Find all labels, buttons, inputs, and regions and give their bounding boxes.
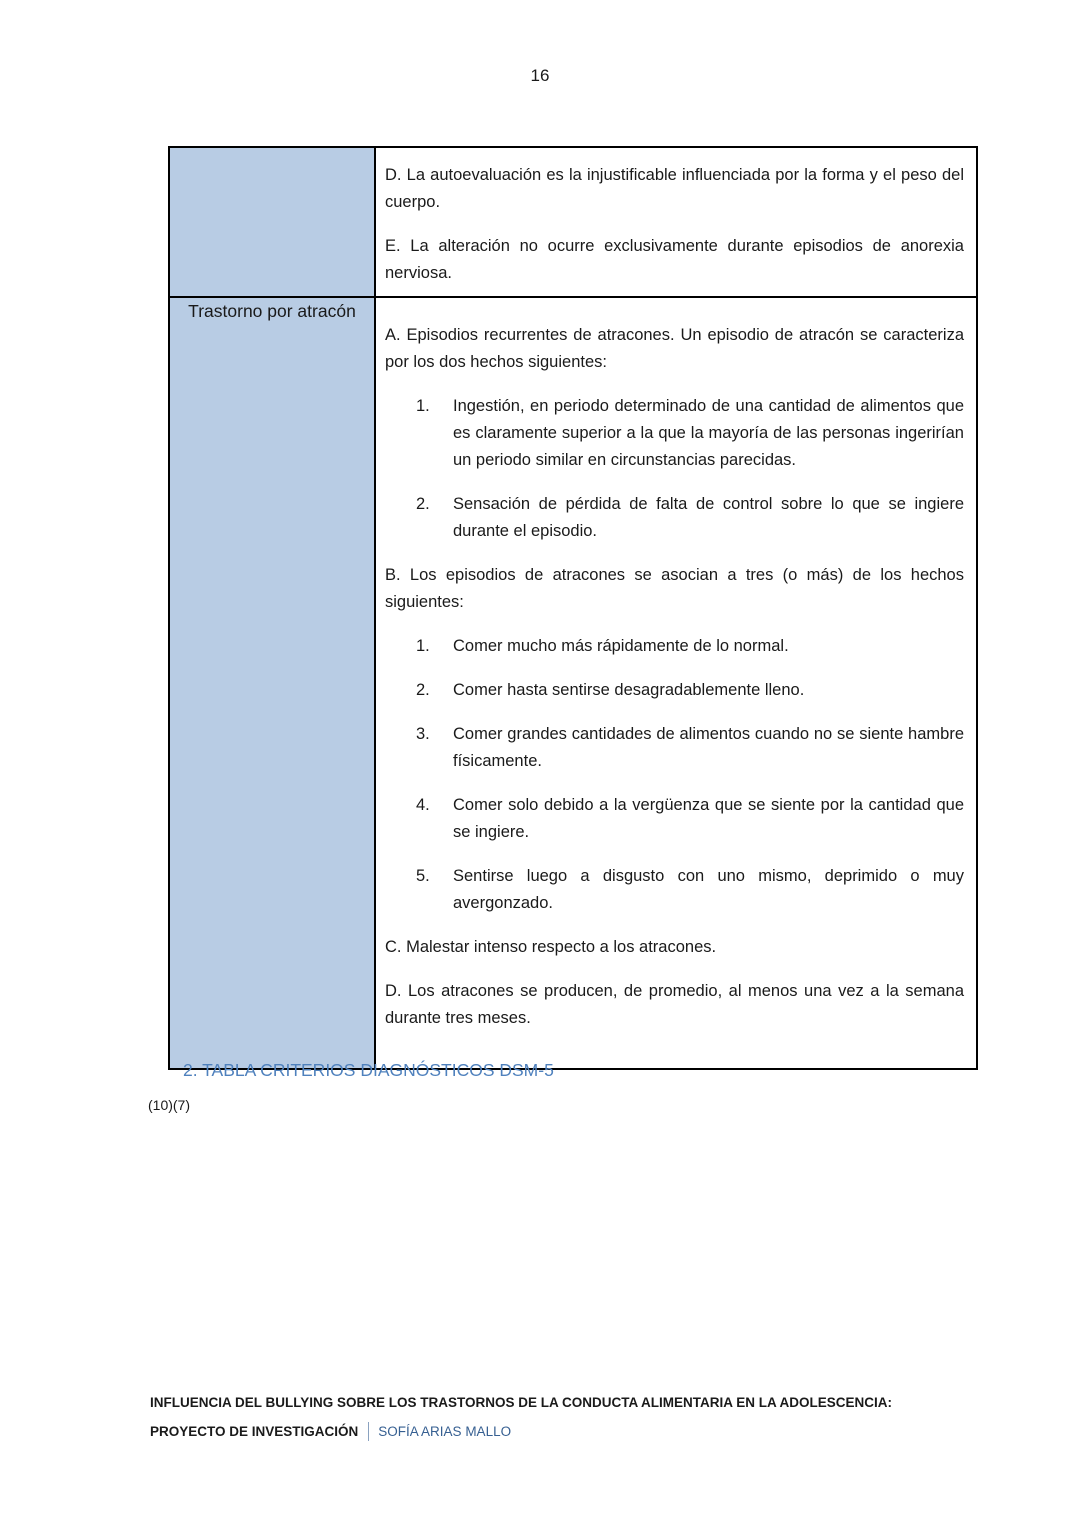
criteria-cell — [375, 297, 977, 1069]
list-item-text: Comer grandes cantidades de alimentos cuando no se siente hambre físicamente. — [453, 725, 964, 770]
footer-subtitle: PROYECTO DE INVESTIGACIÓN — [150, 1424, 359, 1439]
list-item-text: Sentirse luego a disgusto con uno mismo, deprimido o muy avergonzado. — [453, 867, 964, 912]
list-item-number: 5. — [416, 867, 430, 885]
list-item-text: Ingestión, en periodo determinado de una cantidad de alimentos que es claramente superior a la que la mayoría de las personas ingerirían un periodo similar en circunstancias parecidas. — [453, 397, 964, 469]
footer — [150, 1388, 1030, 1446]
list-item-text: Comer mucho más rápidamente de lo normal. — [453, 637, 789, 655]
criterion-paragraph: C. Malestar intenso respecto a los atracones. — [385, 938, 717, 956]
criteria-list-item — [385, 393, 964, 474]
footer-separator — [368, 1422, 369, 1441]
disorder-label-cell — [169, 147, 375, 297]
criteria-list-item — [385, 491, 964, 545]
page-number: 16 — [530, 66, 550, 85]
disorder-label-cell: Trastorno por atracón — [169, 297, 375, 1069]
list-item-number: 1. — [416, 637, 430, 655]
criterion-paragraph: A. Episodios recurrentes de atracones. Un episodio de atracón se caracteriza por los dos hechos siguientes: — [385, 326, 964, 371]
list-item-number: 1. — [416, 397, 430, 415]
footer-line2 — [150, 1417, 1030, 1446]
criterion-paragraph: D. Los atracones se producen, de promedio, al menos una vez a la semana durante tres meses. — [385, 982, 964, 1027]
criteria-list-item — [385, 677, 964, 704]
dsm5-criteria-table — [168, 146, 978, 1070]
list-item-text: Comer solo debido a la vergüenza que se siente por la cantidad que se ingiere. — [453, 796, 964, 841]
criterion-paragraph: E. La alteración no ocurre exclusivamente durante episodios de anorexia nerviosa. — [385, 237, 964, 282]
table-row — [169, 147, 977, 297]
citation-references: (10)(7) — [148, 1097, 191, 1113]
footer-author: SOFÍA ARIAS MALLO — [378, 1424, 512, 1439]
criteria-list-item — [385, 721, 964, 775]
list-item-number: 4. — [416, 796, 430, 814]
list-item-number: 2. — [416, 495, 430, 513]
criterion-paragraph: B. Los episodios de atracones se asocian a tres (o más) de los hechos siguientes: — [385, 566, 964, 611]
table-row — [169, 297, 977, 1069]
criteria-list-item — [385, 633, 964, 660]
criterion-paragraph: D. La autoevaluación es la injustificable influenciada por la forma y el peso del cuerpo. — [385, 166, 964, 211]
list-item-number: 3. — [416, 725, 430, 743]
list-item-number: 2. — [416, 681, 430, 699]
criteria-list-item — [385, 792, 964, 846]
footer-title: INFLUENCIA DEL BULLYING SOBRE LOS TRASTORNOS DE LA CONDUCTA ALIMENTARIA EN LA ADOLESCENCIA: — [150, 1395, 893, 1410]
list-item-text: Sensación de pérdida de falta de control sobre lo que se ingiere durante el episodio. — [453, 495, 964, 540]
criteria-list-item — [385, 863, 964, 917]
table-caption: 2. TABLA CRITERIOS DIAGNÓSTICOS DSM-5 — [183, 1060, 554, 1080]
criteria-cell — [375, 147, 977, 297]
list-item-text: Comer hasta sentirse desagradablemente lleno. — [453, 681, 805, 699]
